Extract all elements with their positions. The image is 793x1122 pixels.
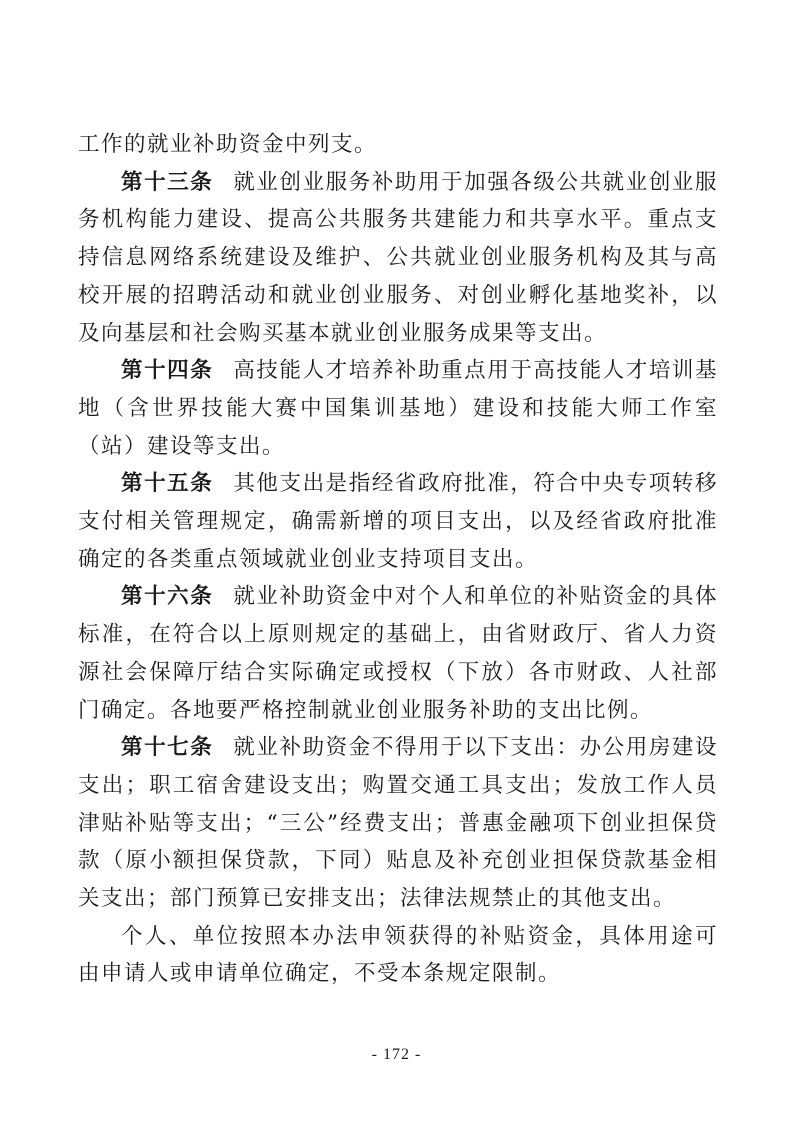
article-paragraph-17 [78, 729, 718, 918]
closing-paragraph: 个人、单位按照本办法申领获得的补贴资金，具体用途可由申请人或申请单位确定，不受本条规定限制。 [78, 923, 718, 987]
article-paragraph-16 [78, 578, 718, 729]
article-number: 第十三条 [121, 169, 214, 195]
page-number: - 172 - [371, 1046, 422, 1063]
article-text: 就业补助资金中对个人和单位的补贴资金的具体标准，在符合以上原则规定的基础上，由省财政厅、省人力资源社会保障厅结合实际确定或授权（下放）各市财政、人社部门确定。各地要严格控制就业创业服务补助的支出比例。 [78, 584, 718, 723]
continuation-paragraph: 工作的就业补助资金中列支。 [78, 132, 378, 157]
article-text: 高技能人才培养补助重点用于高技能人才培训基地（含世界技能大赛中国集训基地）建设和技能大师工作室（站）建设等支出。 [78, 358, 718, 459]
article-text: 就业创业服务补助用于加强各级公共就业创业服务机构能力建设、提高公共服务共建能力和共享水平。重点支持信息网络系统建设及维护、公共就业创业服务机构及其与高校开展的招聘活动和就业创业服务、对创业孵化基地奖补，以及向基层和社会购买基本就业创业服务成果等支出。 [78, 169, 718, 346]
article-number: 第十五条 [121, 471, 214, 497]
article-number: 第十六条 [121, 584, 214, 610]
article-paragraph-14 [78, 352, 718, 465]
article-number: 第十七条 [121, 735, 214, 761]
article-paragraph-15 [78, 465, 718, 578]
article-text: 其他支出是指经省政府批准，符合中央专项转移支付相关管理规定，确需新增的项目支出，以及经省政府批准确定的各类重点领域就业创业支持项目支出。 [78, 471, 718, 572]
document-body [78, 126, 718, 993]
article-paragraph-13 [78, 164, 718, 353]
article-text: 就业补助资金不得用于以下支出：办公用房建设支出；职工宿舍建设支出；购置交通工具支出；发放工作人员津贴补贴等支出；“三公”经费支出；普惠金融项下创业担保贷款（原小额担保贷款，下同）贴息及补充创业担保贷款基金相关支出；部门预算已安排支出；法律法规禁止的其他支出。 [78, 735, 718, 912]
article-number: 第十四条 [121, 358, 214, 384]
